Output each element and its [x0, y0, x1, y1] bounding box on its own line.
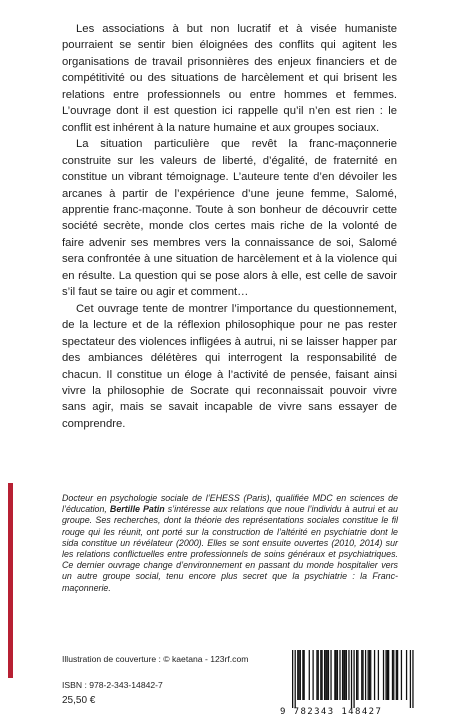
barcode-bar [309, 650, 310, 700]
summary-paragraph-1: Les associations à but non lucratif et à visée humaniste pourraient se sentir bien éloignées des conflits qui agitent les organisations de travail prisonnières des enjeux financiers et de compétitivité ou des situations de harcèlement et qui brisent les relations entre professionnels ou entre hommes et femmes. L’ouvrage dont il est question ici rappelle qu’il n’en est rien : le conflit est inhérent à la nature humaine et aux groupes sociaux. [62, 23, 397, 134]
barcode-bar [292, 650, 293, 708]
summary-paragraph-2: La situation particulière que revêt la franc-maçonnerie construite sur les valeurs de liberté, d’égalité, de fraternité en constitue un vibrant témoignage. L’auteure tente d’en dévoiler les arcanes à partir de l’expérience d’une jeune femme, Salomé, apprentie franc-maçonne. Toute à son bonheur de découvrir cette société secrète, monde clos certes mais riche de la volonté de faire advenir ses membres vers la connaissance de soi, Salomé sera confrontée à une situation de harcèlement et à la violence qui en résulte. La question qui se pose alors à elle, est celle de savoir s’il faut se taire ou agir et comment… [62, 138, 397, 299]
barcode-digits: 9 782343 148427 [280, 707, 383, 717]
barcode-bar [344, 650, 345, 700]
barcode-bar [330, 650, 331, 700]
barcode-bars [280, 648, 420, 708]
barcode-bar [388, 650, 389, 700]
barcode-bar [365, 650, 366, 700]
barcode-bar [304, 650, 305, 700]
red-accent-bar [8, 483, 13, 678]
barcode-bar [410, 650, 411, 708]
barcode-bar [392, 650, 393, 700]
barcode-bar [334, 650, 335, 700]
barcode-bar [348, 650, 349, 700]
barcode-bar [387, 650, 388, 700]
price: 25,50 € [62, 695, 96, 706]
barcode-bar [328, 650, 329, 700]
isbn-number: ISBN : 978-2-343-14842-7 [62, 680, 163, 690]
barcode-bar [297, 650, 298, 700]
bio-intro: Docteur en psychologie sociale de l’EHESS (Paris), qualifiée MDC en sciences de l’éducation, [62, 493, 398, 515]
barcode-bar [378, 650, 379, 700]
barcode-bar [396, 650, 397, 700]
barcode-bar [370, 650, 371, 700]
barcode-bar [368, 650, 369, 700]
barcode-bar [336, 650, 337, 700]
barcode-bar [321, 650, 322, 700]
barcode-bar [318, 650, 319, 700]
barcode-bar [342, 650, 343, 700]
summary-paragraph-3: Cet ouvrage tente de montrer l’importance du questionnement, de la lecture et de la réflexion philosophique pour ne pas rester spectateur des violences infligées à autrui, ni se laisser happer par des ambiances délétères qui interrogent la responsabilité de chacun. Il constitue un éloge à l’activité de pensée, faisant ainsi vivre la philosophie de Socrate qui reconnaissait pouvoir vivre sans agir, mais se savait incapable de vivre sans essayer de comprendre. [62, 302, 397, 430]
barcode-bar [356, 650, 357, 700]
barcode-bar [298, 650, 299, 700]
barcode-bar [320, 650, 321, 700]
back-cover-summary [62, 21, 397, 432]
barcode-bar [302, 650, 303, 700]
barcode-bar [324, 650, 325, 700]
barcode-bar [300, 650, 301, 700]
barcode-bar [339, 650, 340, 700]
barcode-bar [383, 650, 384, 700]
barcode-bar [361, 650, 362, 700]
barcode-bar [295, 650, 296, 708]
cover-illustration-credit: Illustration de couverture : © kaetana - 123rf.com [62, 654, 249, 664]
author-biography [62, 493, 398, 594]
barcode-bar [353, 650, 354, 708]
barcode-bar [393, 650, 394, 700]
barcode-bar [385, 650, 386, 700]
barcode-bar [351, 650, 352, 708]
bio-body: s’intéresse aux relations que noue l’individu à autrui et au groupe. Ses recherches, dont la théorie des représentations sociales constitue le fil rouge qui les réunit, ont porté sur la construction de l’altérité en psychiatrie dont le sida constitue un révélateur (2000). Elles se sont ensuite ouvertes (2010, 2014) sur les relations conflictuelles entre professionnels de soins généraux et psychiatriques. Ce dernier ouvrage change d’environnement en passant du monde hospitalier vers un autre groupe social, tenu encore plus secret que la psychiatrie : la Franc-maçonnerie. [62, 504, 398, 593]
barcode-bar [369, 650, 370, 700]
barcode-bar [362, 650, 363, 700]
barcode-bar [412, 650, 413, 708]
barcode-bar [325, 650, 326, 700]
barcode-bar [401, 650, 402, 700]
barcode-bar [312, 650, 313, 700]
barcode-bar [397, 650, 398, 700]
barcode-bar [327, 650, 328, 700]
barcode-bar [316, 650, 317, 700]
barcode-bar [343, 650, 344, 700]
barcode-bar [374, 650, 375, 700]
author-name: Bertille Patin [109, 504, 165, 515]
barcode-bar [357, 650, 358, 700]
barcode-bar [346, 650, 347, 700]
barcode-bar [337, 650, 338, 700]
barcode-bar [406, 650, 407, 700]
